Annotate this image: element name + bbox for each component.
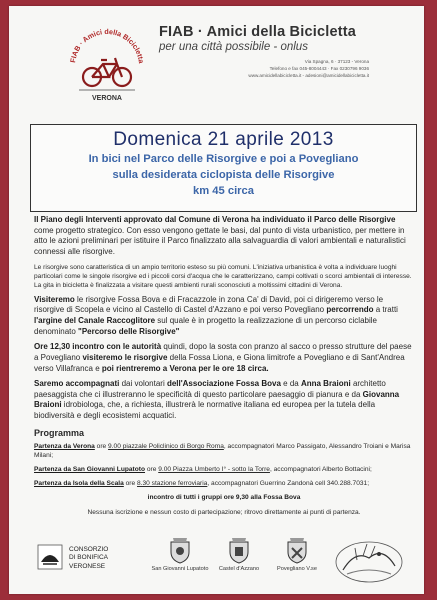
departure-verona-place: Partenza da Verona: [34, 443, 95, 451]
departure-verona: [34, 442, 414, 460]
brand-title: FIAB · Amici della Bicicletta: [159, 24, 357, 40]
guides-text-2: e da: [280, 379, 301, 389]
departure-verona-time: 9.00 piazzale Policlinico di Borgo Roma: [108, 443, 224, 451]
crest-label-san-giovanni: San Giovanni Lupatoto: [151, 566, 209, 572]
departure-isola-time: 8.30 stazione ferroviaria: [137, 480, 208, 488]
svg-text:FIAB · Amici della Bicicletta: [68, 27, 146, 65]
guides-text-1: dai volontari: [119, 379, 167, 389]
sponsor-footer: [29, 536, 419, 591]
event-line-3: km 45 circa: [193, 185, 254, 198]
departure-san-giovanni: [34, 465, 414, 474]
paragraph-guides: [34, 379, 414, 422]
departure-isola-guides: , accompagnatori Guerrino Zandonà cell 340.288.7031;: [207, 480, 370, 488]
visit-text-3: sul quale è in progetto la realizzazione di un percorso ciclabile denominato: [34, 316, 377, 336]
schedule-meeting: Ore 12,30 incontro con le autorità: [34, 342, 162, 352]
programma-title: Programma: [34, 427, 85, 438]
event-line-2: sulla desiderata ciclopista delle Risorgive: [112, 169, 335, 182]
consorzio-line-1: CONSORZIO: [69, 546, 109, 553]
address-block: [159, 59, 369, 80]
departure-sgl-place: Partenza da San Giovanni Lupatoto: [34, 466, 146, 474]
brand-block: [159, 24, 419, 80]
crest-shield-icon: [169, 536, 191, 564]
consorzio-line-3: VERONESE: [69, 562, 106, 570]
intro-rest: come progetto strategico. Con esso vengono gettate le basi, dal punto di vista urbanistico, per mettere in atto le azioni preliminari per istituire il Parco finalizzato alla salvaguardia di valori ambientali e naturalistici connessi alle risorgive.: [34, 225, 406, 256]
paragraph-intro: [34, 215, 414, 258]
guides-lead: Saremo accompagnati: [34, 379, 120, 389]
schedule-text-2: della Fossa Liona, e Giona limitrofe a Povegliano e di Sant'Andrea verso Villafranca e: [34, 352, 405, 373]
address-line-2: Telefono e fax 045-8004443 · Fax 0230796 9036: [269, 65, 369, 71]
event-headline-box: [30, 124, 417, 212]
logo-arc-text: FIAB · Amici della Bicicletta: [68, 26, 146, 64]
fossa-bova-logo: [333, 536, 405, 584]
schedule-visit: visiteremo le risorgive: [82, 352, 168, 362]
consorzio-line-2: DI BONIFICA: [69, 554, 109, 562]
guides-text-3: architetto paesaggista che ci illustreranno le specificità di questo particolare paesaggio di pianura e da: [34, 379, 386, 399]
departure-verona-ore: ore: [94, 443, 109, 451]
crest-label-castel-dazzano: Castel d'Azzano: [218, 566, 260, 572]
visit-route-verb: percorrendo: [326, 305, 374, 315]
flyer-sheet: [9, 6, 424, 594]
departure-sgl-time: 9.00 Piazza Umberto I° - sotto la Torre: [158, 466, 270, 474]
participation-note: Nessuna iscrizione e nessun costo di partecipazione; ritrovo direttamente ai punti di partenza.: [87, 508, 361, 516]
event-line-1: In bici nel Parco delle Risorgive e poi a Povegliano: [88, 153, 359, 165]
flyer-body: [34, 215, 414, 522]
event-date: Domenica 21 aprile 2013: [113, 129, 334, 150]
fiab-logo: [65, 20, 149, 104]
paragraph-risorgive: Le risorgive sono caratteristica di un ampio territorio esteso su più comuni. L'iniziativa urbanistica è volta a individuare luoghi particolari come le singole risorgive ed i piccoli corsi d'acqua che le caratterizzano, campi coltivati o scorci ambientali di interesse. La gita in bicicletta è finalizzata a visitare questi ambienti rurali sconosciuti a moltissimi cittadini di Verona.: [34, 263, 412, 289]
meeting-point: [34, 493, 414, 502]
crest-san-giovanni: [145, 536, 215, 572]
departure-sgl-guides: , accompagnatori Alberto Bottacini;: [269, 466, 372, 474]
crest-shield-icon: [228, 536, 250, 564]
schedule-return: poi rientreremo a Verona per le ore 18 circa.: [101, 363, 269, 373]
departure-verona-guides: , accompagnatori Marco Passigato, Alessandro Troiani e Marisa Milani;: [34, 443, 411, 460]
intro-bold: Il Piano degli Interventi approvato dal Comune di Verona ha individuato il Parco delle Risorgive: [34, 215, 396, 224]
visit-text-2: a tratti: [373, 305, 398, 315]
paragraph-schedule: [34, 342, 414, 374]
departure-isola: [34, 479, 414, 488]
schedule-text-1: quindi, dopo la sosta con pranzo al sacco o presso strutture del paese a Povegliano: [34, 342, 412, 362]
visit-canal: l'argine del Canale Raccoglitore: [34, 316, 156, 326]
departure-isola-place: Partenza da Isola della Scala: [34, 480, 124, 488]
guides-association: dell'Associazione Fossa Bova: [166, 379, 281, 389]
crest-label-povegliano: Povegliano V.se: [277, 566, 317, 572]
meeting-text: incontro di tutti i gruppi ore 9,30 alla Fossa Bova: [147, 494, 301, 502]
paragraph-visit: [34, 295, 414, 338]
logo-city: VERONA: [92, 95, 122, 102]
address-line-3: www.amicidellabicicletta.it - adesioni@amicidellabicicletta.it: [248, 72, 369, 78]
departure-sgl-ore: ore: [145, 466, 159, 474]
guides-text-4: idrobiologa, che, a richiesta, illustrerà le normative italiana ed europea per la tutela della biodiversità e degli ecosistemi acquatici.: [34, 400, 376, 421]
crest-castel-dazzano: [209, 536, 269, 572]
crest-povegliano: [265, 536, 329, 572]
visit-verb: Visiteremo: [34, 294, 75, 304]
guides-giovanna: Giovanna Braioni: [34, 389, 400, 410]
address-line-1: Via Spagna, 6 · 37123 - Verona: [304, 59, 369, 64]
visit-path-name: "Percorso delle Risorgive": [78, 326, 180, 336]
visit-text-1: le risorgive Fossa Bova e di Fracazzole in zona Ca' di David, poi ci dirigeremo verso le risorgive di Scopela e vicino al Castello di Castel d'Azzano e poi verso Povegliano: [34, 294, 384, 315]
guides-anna: Anna Braioni: [300, 379, 351, 389]
consorzio-icon: [37, 544, 63, 570]
brand-subtitle: per una città possibile - onlus: [159, 41, 308, 53]
crest-shield-icon: [286, 536, 308, 564]
departure-isola-ore: ore: [123, 480, 137, 488]
